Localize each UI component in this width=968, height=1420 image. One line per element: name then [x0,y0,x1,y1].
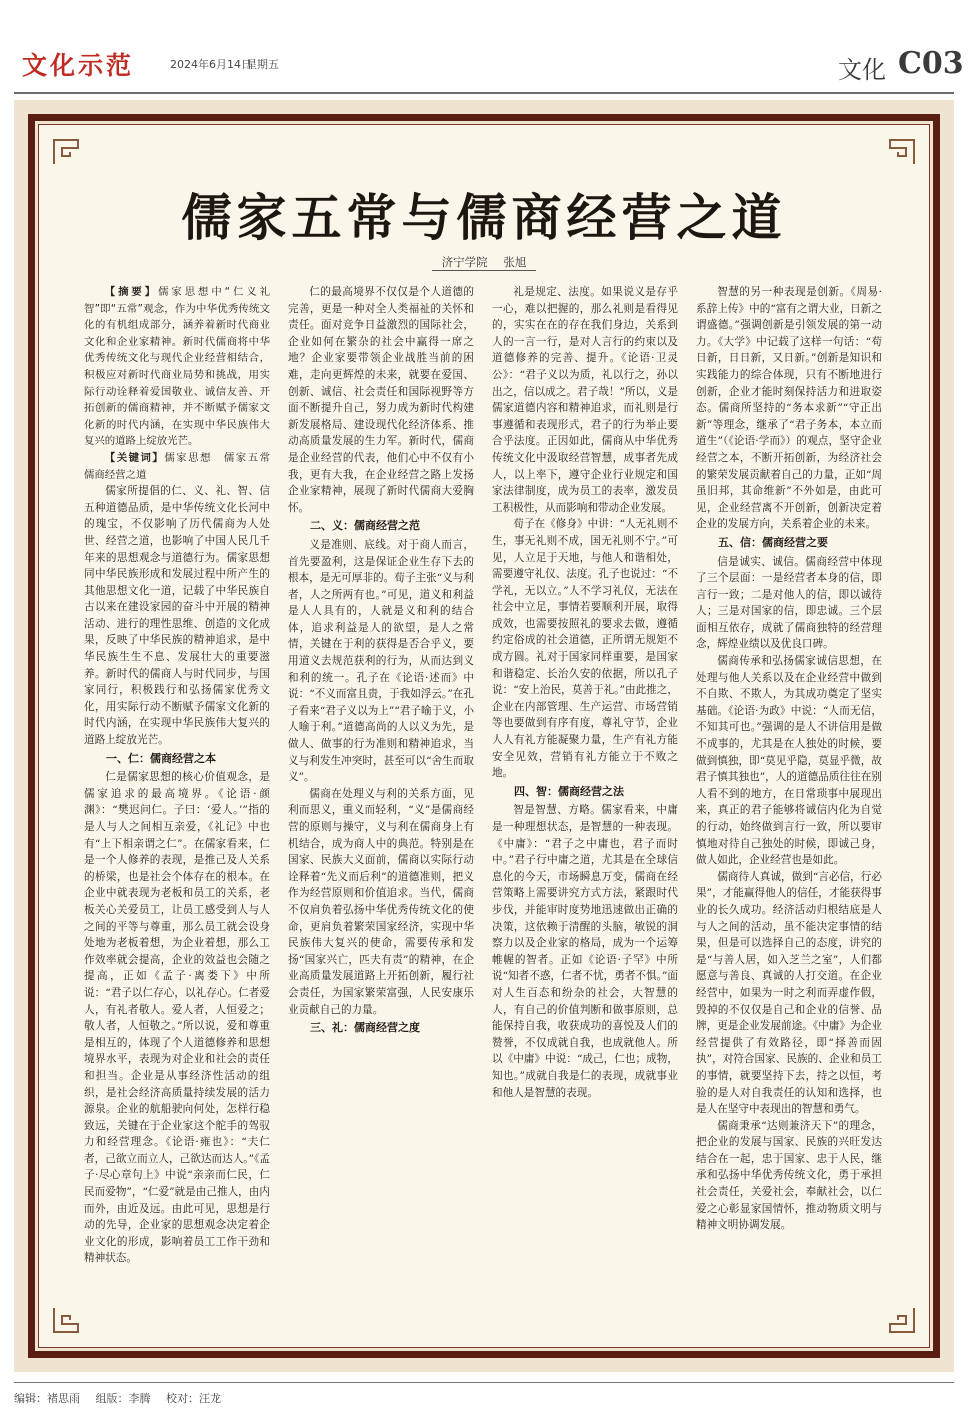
author-institution: 济宁学院 [441,255,488,269]
body-paragraph: 儒商在处理义与利的关系方面，见利而思义，重义而轻利，“义”是儒商经营的原则与操守，义与利在儒商身上有机结合，成为商人中的典范。特别是在国家、民族大义面前，儒商以实际行动诠释着“先义而后利”的道德准则，把义作为经营原则和价值追求。当代，儒商不仅肩负着弘扬中华优秀传统文化的使命，更肩负着繁荣国家经济，实现中华民族伟大复兴的使命，需要传承和发扬“国家兴亡，匹夫有责”的精神，在企业高质量发展道路上开拓创新，履行社会责任，为国家繁荣富强，人民安康乐业贡献自己的力量。 [288,787,474,1016]
masthead [0,0,968,90]
body-paragraph: 智是智慧、方略。儒家看来，中庸是一种理想状态，是智慧的一种表现。《中庸》：“君子之中庸也，君子而时中。”君子行中庸之道，尤其是在全球信息化的今天，市场瞬息万变，儒商在经营策略上需要讲究方式方法，紧跟时代步伐，并能审时度势地迅速做出正确的决策，这依赖于清醒的头脑，敏锐的洞察力以及企业家的格局，成为一个运筹帷幄的智者。正如《论语·子罕》中所说“知者不惑，仁者不忧，勇者不惧。”面对人生百态和纷杂的社会，大智慧的人，有自己的价值判断和做事原则，总能保持自我，收获成功的喜悦及人们的赞誉，不仅成就自我，也成就他人。所以《中庸》中说：“成己，仁也；成物，知也。”成就自我是仁的表现，成就事业和他人是智慧的表现。 [492,804,678,1099]
article-column-3 [492,284,678,1344]
issue-date: 2024年6月14日 [170,58,252,71]
page-footer [14,1390,233,1406]
footer-editor: 编辑：褚思雨 [14,1392,80,1405]
corner-ornament-icon [52,1306,80,1334]
body-paragraph: 义是准则、底线。对于商人而言，首先要盈利，这是保证企业生存下去的根本，是无可厚非的。荀子主张“义与利者，人之所两有也。”可见，道义和利益是人人具有的，人就是义和利的结合体，追求利益是人的欲望，是人之常情，关键在于利的获得是否合乎义，要用道义去规范获利的行为，从而达到义和利的统一。孔子在《论语·述而》中说：“不义而富且贵，于我如浮云。”在孔子看来“君子义以为上”“君子喻于义，小人喻于利。”道德高尚的人以义为先，是做人、做事的行为准则和精神追求，当义与利发生冲突时，甚至可以“舍生而取义”。 [288,538,474,784]
article-column-4 [696,284,882,1344]
section-name: 文化 [838,56,886,84]
abstract: 【摘要】儒家思想中“仁义礼智”即“五常”观念，作为中华优秀传统文化的有机组成部分，涵养着新时代商业文化和企业家精神。新时代儒商将中华优秀传统文化与现代企业经营相结合，积极应对新时代商业局势和挑战，用实际行动诠释着爱国敬业、诚信友善、开拓创新的儒商精神，并不断赋予儒家文化新的时代内涵，在实现中华民族伟大复兴的道路上绽放光芒。 [84,286,271,448]
body-paragraph: 儒商传承和弘扬儒家诚信思想，在处理与他人关系以及在企业经营中做到不自欺、不欺人，为其成功奠定了坚实基础。《论语·为政》中说：“人而无信，不知其可也。”强调的是人不讲信用是做不成事的，尤其是在人独处的时候，要做到慎独，即“莫见乎隐，莫显乎微，故君子慎其独也”，人的道德品质往往在别人看不到的地方，在日常琐事中展现出来，真正的君子能够将诚信内化为自觉的行动，始终做到言行一致，所以要审慎地对待自己独处的时候，即诚己身，做人如此，企业经营也是如此。 [696,655,882,867]
section-heading-zhi: 四、智：儒商经营之法 [514,784,624,798]
body-paragraph: 荀子在《修身》中讲：“人无礼则不生，事无礼则不成，国无礼则不宁。”可见，人立足于天地，与他人和谐相处，需要遵守礼仪、法度。孔子也说过：“不学礼，无以立。”人不学习礼仪，无法在社会中立足，事情若要顺利开展，取得成效，也需要按照礼的要求去做，遵循约定俗成的社会道德，正所谓无规矩不成方圆。礼对于国家同样重要，是国家和谐稳定、长治久安的依据，所以孔子说：“安上治民，莫善于礼。”由此推之，企业在内部管理、生产运营、市场营销等也要做到有序有度，尊礼守节，企业人人有礼方能凝聚力量，生产有礼方能安全见效，营销有礼方能立于不败之地。 [492,518,678,780]
article-column-2 [288,284,474,1344]
body-paragraph: 仁是儒家思想的核心价值观念，是儒家追求的最高境界。《论语·颜渊》：“樊迟问仁。子曰：‘爱人。’”指的是人与人之间相互亲爱，《礼记》中也有“上下相亲谓之仁”。在儒家看来，仁是一个人修养的表现，是推己及人关系的桥梁，也是社会个体存在的根本。在企业中就表现为老板和员工的关系，老板关心关爱员工，让员工感受到人与人之间的平等与尊重，那么员工就会设身处地为老板着想，为企业着想，那么工作效率就会提高，企业的效益也会随之提高，正如《孟子·离娄下》中所说：“君子以仁存心，以礼存心。仁者爱人，有礼者敬人。爱人者，人恒爱之；敬人者，人恒敬之。”所以说，爱和尊重是相互的，体现了个人道德修养和思想境界水平，表现为对企业和社会的责任和担当。企业是从事经济性活动的组织，是社会经济高质量持续发展的活力源泉。企业的航船驶向何处，怎样行稳致远，关键在于企业家这个舵手的驾驭力和经营理念。《论语·雍也》：“夫仁者，己欲立而立人，己欲达而达人。”《孟子·尽心章句上》中说“亲亲而仁民，仁民而爱物”，“仁爱”就是由己推人，由内而外，由近及远。由此可见，思想是行动的先导，企业家的思想观念决定着企业文化的形成，影响着员工工作干劲和精神状态。 [84,771,270,1265]
byline [0,254,968,270]
newspaper-title: 文化示范 [22,51,135,80]
section-heading-ren: 一、仁：儒商经营之本 [106,751,216,765]
corner-ornament-icon [888,138,916,166]
footer-divider [14,1382,954,1383]
body-paragraph: 信是诚实、诚信。儒商经营中体现了三个层面：一是经营者本身的信，即言行一致；二是对他人的信，即以诚待人；三是对国家的信，即忠诚。三个层面相互依存，成就了儒商独特的经营理念，辉煌业绩以及优良口碑。 [696,555,882,651]
intro-paragraph: 儒家所提倡的仁、义、礼、智、信五种道德品质，是中华传统文化长河中的瑰宝，不仅影响了历代儒商为人处世、经营之道，也影响了中国人民几千年来的思想观念与道德行为。儒家思想同中华民族形成和发展过程中所产生的其他思想文化一道，记载了中华民族自古以来在建设家园的奋斗中开展的精神活动、进行的理性思维、创造的文化成果，反映了中华民族的精神追求，是中华民族生生不息、发展壮大的重要滋养。新时代的儒商人与时代同步，与国家同行，积极践行和弘扬儒家优秀文化，用实际行动不断赋予儒家文化新的时代内涵，在实现中华民族伟大复兴的道路上绽放光芒。 [84,485,270,747]
footer-proofread: 校对：汪龙 [166,1392,221,1405]
corner-ornament-icon [52,138,80,166]
article-headline: 儒家五常与儒商经营之道 [181,188,787,247]
body-paragraph: 礼是规定、法度。如果说义是存乎一心，难以把握的，那么礼则是看得见的，实实在在的存在我们身边，关系到人的一言一行，是对人言行的约束以及道德修养的完善、提升。《论语·卫灵公》：“君子义以为质，礼以行之，孙以出之，信以成之。君子哉！”所以，义是儒家道德内容和精神追求，而礼则是行事遵循和表现形式，君子的行为举止要合乎法度。正因如此，儒商从中华优秀传统文化中汲取经营智慧，成事者先成人，以上率下，遵守企业行业规定和国家法律制度，成为员工的表率，激发员工积极性，从而影响和带动企业发展。 [492,286,678,514]
issue-weekday: 星期五 [246,58,279,71]
section-heading-li: 三、礼：儒商经营之度 [310,1021,420,1035]
page-number: C03 [898,46,964,81]
byline-underline [432,270,536,271]
body-paragraph: 儒商秉承“达则兼济天下”的理念，把企业的发展与国家、民族的兴旺发达结合在一起，忠于国家、忠于人民，继承和弘扬中华优秀传统文化，勇于承担社会责任，关爱社会，奉献社会，以仁爱之心彰显家国情怀，推动物质文明与精神文明协调发展。 [696,1119,882,1232]
masthead-divider [14,92,954,94]
body-paragraph: 仁的最高境界不仅仅是个人道德的完善，更是一种对全人类福祉的关怀和责任。面对竞争日益激烈的国际社会，企业如何在繁杂的社会中赢得一席之地？企业家要带领企业战胜当前的困难，走向更辉煌的未来，就要在爱国、创新、诚信、社会责任和国际视野等方面不断提升自己，努力成为新时代构建新发展格局、建设现代化经济体系、推动高质量发展的生力军。新时代，儒商是企业经营的代表，他们心中不仅有小我，更有大我，在企业经营之路上发扬企业家精神，展现了新时代儒商大爱胸怀。 [288,286,474,514]
footer-layout: 组版：李腾 [95,1392,151,1405]
author-name: 张旭 [503,255,527,269]
article-column-1 [84,284,281,1344]
corner-ornament-icon [888,1306,916,1334]
section-heading-yi: 二、义：儒商经营之范 [310,519,420,533]
keywords: 【关键词】儒家思想 儒家五常 儒商经营之道 [84,451,281,481]
section-heading-xin: 五、信：儒商经营之要 [718,535,828,549]
body-paragraph: 智慧的另一种表现是创新。《周易·系辞上传》中的“富有之谓大业，日新之谓盛德。”强调创新是引领发展的第一动力。《大学》中记载了这样一句话：“苟日新，日日新，又日新。”创新是知识和实践能力的综合体现，只有不断地进行创新，企业才能时刻保持活力和进取姿态。儒商所坚持的“务本求新”“守正出新”等理念，继承了“君子务本，本立而道生”（《论语·学而》）的观点，坚守企业经营之本，不断开拓创新，为经济社会的繁荣发展贡献着自己的力量，正如“周虽旧邦，其命维新”不外如是，由此可见，企业经营离不开创新，创新决定着企业的发展方向，关系着企业的未来。 [696,286,882,531]
body-paragraph: 儒商待人真诚，做到“言必信，行必果”，才能赢得他人的信任，才能获得事业的长久成功。经济活动归根结底是人与人之间的活动，虽不能决定事情的结果，但是可以选择自己的态度，讲究的是“与善人居，如入芝兰之室”，人们都愿意与善良、真诚的人打交道。在企业经营中，如果为一时之利而弄虚作假，毁掉的不仅仅是自己和企业的信誉、品牌，更是企业发展前途。《中庸》为企业经营提供了有效路径，即“择善而固执”，对符合国家、民族的、企业和员工的事情，就要坚持下去，持之以恒，考验的是人对自我责任的认知和选择，也是人在坚守中表现出的智慧和勇气。 [696,870,882,1116]
